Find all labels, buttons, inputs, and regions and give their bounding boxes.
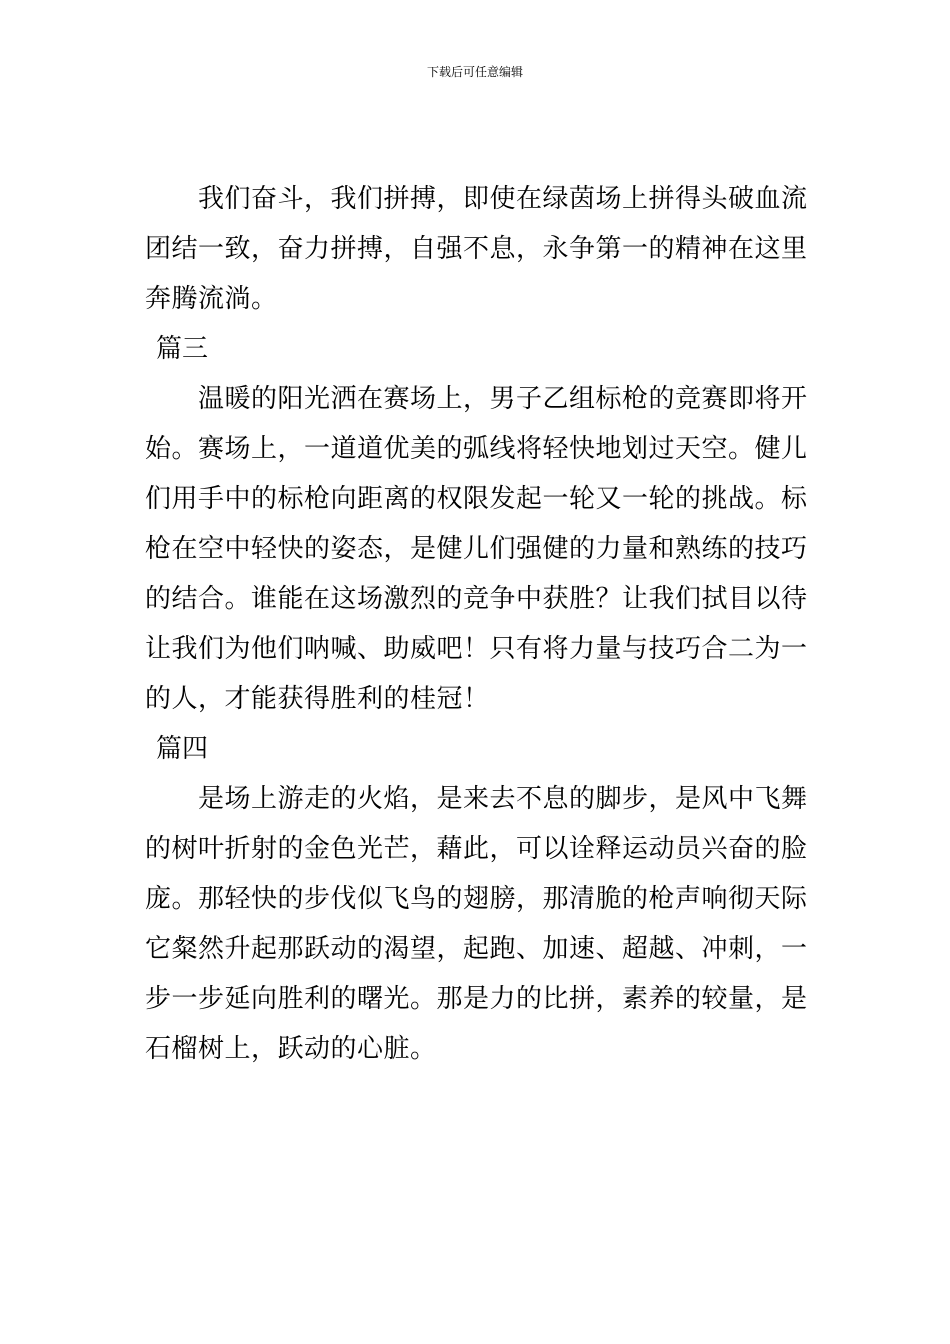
paragraph-line: 们用手中的标枪向距离的权限发起一轮又一轮的挑战。标 xyxy=(145,484,808,514)
paragraph-line: 石榴树上，跃动的心脏。 xyxy=(145,1034,437,1064)
paragraph-line: 团结一致，奋力拼搏，自强不息，永争第一的精神在这里 xyxy=(145,234,808,264)
paragraph-line: 让我们为他们呐喊、助威吧！只有将力量与技巧合二为一 xyxy=(145,634,808,664)
paragraph-line: 是场上游走的火焰，是来去不息的脚步，是风中飞舞 xyxy=(145,784,808,814)
paragraph-line: 的树叶折射的金色光芒，藉此，可以诠释运动员兴奋的脸 xyxy=(145,834,808,864)
page-header: 下载后可任意编辑 xyxy=(426,65,523,79)
paragraph-line: 枪在空中轻快的姿态，是健儿们强健的力量和熟练的技巧 xyxy=(145,534,808,564)
paragraph-line: 的结合。谁能在这场激烈的竞争中获胜？让我们拭目以待 xyxy=(145,584,808,614)
paragraph-line: 我们奋斗，我们拼搏，即使在绿茵场上拼得头破血流 xyxy=(145,184,808,214)
paragraph-line: 的人，才能获得胜利的桂冠！ xyxy=(145,684,490,714)
paragraph-line: 温暖的阳光洒在赛场上，男子乙组标枪的竞赛即将开 xyxy=(145,384,808,414)
paragraph-line: 始。赛场上，一道道优美的弧线将轻快地划过天空。健儿 xyxy=(145,434,808,464)
paragraph-line: 奔腾流淌。 xyxy=(145,284,278,314)
section-heading: 篇三 xyxy=(156,334,209,364)
paragraph-line: 步一步延向胜利的曙光。那是力的比拼，素养的较量，是 xyxy=(145,984,808,1014)
section-heading: 篇四 xyxy=(156,734,209,764)
paragraph-line: 它粲然升起那跃动的渴望，起跑、加速、超越、冲刺，一 xyxy=(145,934,808,964)
paragraph-line: 庞。那轻快的步伐似飞鸟的翅膀，那清脆的枪声响彻天际 xyxy=(145,884,808,914)
